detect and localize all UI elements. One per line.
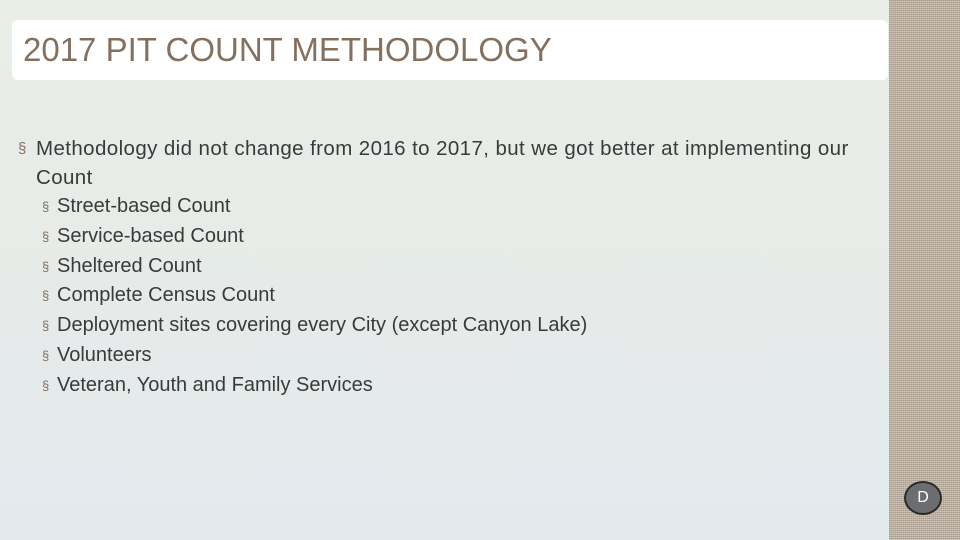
bullet-icon: § [42,228,50,244]
slide-title: 2017 PIT COUNT METHODOLOGY [23,31,552,68]
sub-bullet [42,281,878,311]
bullet-icon: § [42,377,50,393]
sub-bullet [42,192,878,222]
sub-bullet [42,252,878,282]
sub-bullet-text: Volunteers [57,343,152,366]
bullet-icon: § [18,140,27,157]
main-bullet-text: Methodology did not change from 2016 to 2017, but we got better at implementing our Count [36,137,849,189]
slide-body [18,134,878,401]
bullet-icon: § [42,347,50,363]
decorative-side-strip [889,0,960,540]
sub-bullet-text: Sheltered Count [57,254,202,277]
sub-bullet [42,311,878,341]
bullet-icon: § [42,318,50,334]
sub-bullet [42,341,878,371]
main-bullet [18,134,878,192]
bullet-icon: § [42,199,50,214]
title-box [12,20,888,80]
sub-bullet [42,222,878,252]
sub-bullet-text: Complete Census Count [57,284,275,307]
sub-bullet-list [18,192,878,401]
sub-bullet-text: Street-based Count [57,195,231,217]
sub-bullet-text: Deployment sites covering every City (except Canyon Lake) [57,314,588,337]
sub-bullet-text: Veteran, Youth and Family Services [57,373,373,396]
sub-bullet [42,371,878,401]
nav-button[interactable]: D [904,481,942,515]
sub-bullet-text: Service-based Count [57,224,244,247]
bullet-icon: § [42,288,50,304]
bullet-icon: § [42,258,50,274]
